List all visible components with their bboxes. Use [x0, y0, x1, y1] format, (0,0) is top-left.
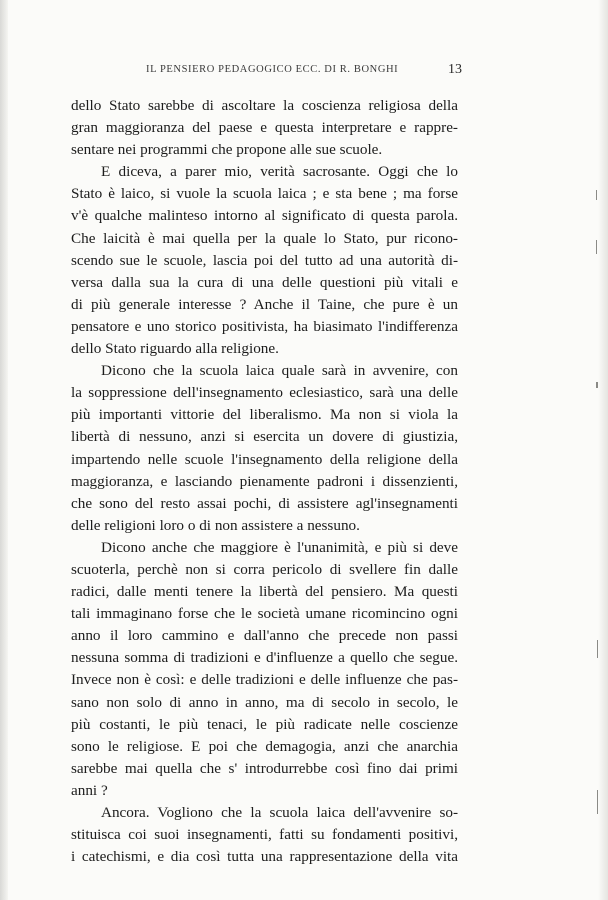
text-line: sono le religiose. E poi che demagogia, anzi che anarchia: [71, 737, 458, 755]
text-line: sano non solo di anno in anno, ma di secolo in secolo, le: [71, 693, 458, 711]
text-line: dello Stato sarebbe di ascoltare la coscienza religiosa della: [71, 97, 458, 114]
text-line: la soppressione dell'insegnamento eclesiastico, sarà una delle: [71, 384, 458, 402]
text-line: sentare nei programmi che propone alle sue scuole.: [71, 141, 383, 159]
text-line: Che laicità è mai quella per la quale lo Stato, pur ricono-: [71, 229, 458, 247]
scan-artifact: [597, 790, 598, 814]
running-title: IL PENSIERO PEDAGOGICO ECC. DI R. BONGHI: [146, 64, 399, 75]
text-line: libertà di nessuno, anzi si esercita un dovere di giustizia,: [71, 428, 458, 446]
body-text: [71, 95, 458, 868]
text-line: più costanti, le più tenaci, le più radicate nelle coscienze: [71, 715, 458, 733]
text-line: Stato è laico, si vuole la scuola laica ; e sta bene ; ma forse: [71, 185, 458, 203]
text-line: pensatore e uno storico positivista, ha biasimato l'indifferenza: [71, 317, 458, 335]
text-line: impartendo nelle scuole l'insegnamento della religione della: [71, 450, 458, 468]
text-line: nessuna somma di tradizioni e d'influenze a quello che segue.: [71, 649, 458, 667]
text-line: Dicono che la scuola laica quale sarà in avvenire, con: [101, 362, 458, 380]
text-line: v'è qualche malinteso intorno al significato di questa parola.: [71, 207, 458, 225]
text-line: tali immaginano forse che le società umane ricomincino ogni: [71, 605, 458, 623]
text-line: che sono del resto assai pochi, di assistere agl'insegnamenti: [71, 494, 458, 512]
text-line: Invece non è così: e delle tradizioni e delle influenze che pas-: [71, 671, 458, 689]
text-line: anni ?: [71, 781, 108, 799]
text-line: dello Stato riguardo alla religione.: [71, 340, 279, 358]
scan-artifact: [597, 640, 598, 658]
text-line: i catechismi, e dia così tutta una rappresentazione della vita: [71, 848, 458, 866]
text-line: sarebbe mai quella che s' introdurrebbe così fino dai primi: [71, 759, 458, 777]
page-edge-shadow: [598, 0, 608, 900]
text-line: maggioranza, e lasciando pienamente padroni i dissenzienti,: [71, 472, 458, 490]
text-line: delle religioni loro o di non assistere a nessuno.: [71, 516, 360, 534]
scan-artifact: [596, 240, 597, 254]
text-line: di più generale interesse ? Anche il Taine, che pure è un: [71, 295, 458, 313]
text-line: anno il loro cammino e dall'anno che precede non passi: [71, 627, 458, 645]
text-line: Dicono anche che maggiore è l'unanimità, e più si deve: [101, 538, 458, 556]
text-line: stituisca coi suoi insegnamenti, fatti su fondamenti positivi,: [71, 826, 458, 844]
text-line: scendo sue le scuole, lascia poi del tutto ad una autorità di-: [71, 251, 458, 269]
text-line: più importanti vittorie del liberalismo. Ma non si viola la: [71, 406, 458, 424]
scan-artifact: [596, 190, 597, 200]
text-line: gran maggioranza del paese e questa interpretare e rappre-: [71, 119, 458, 137]
scan-artifact: [596, 382, 598, 388]
running-head: [146, 64, 462, 78]
page-number: 13: [448, 62, 462, 77]
text-line: E diceva, a parer mio, verità sacrosante. Oggi che lo: [101, 163, 458, 181]
text-line: scuoterla, perchè non si corra pericolo di svellere fin dalle: [71, 560, 458, 578]
page-gutter-shadow: [0, 0, 8, 900]
text-line: Ancora. Vogliono che la scuola laica dell'avvenire so-: [101, 804, 458, 821]
text-line: versa dalla sua la cura di una delle questioni più vitali e: [71, 273, 458, 291]
text-line: radici, dalle menti tenere la libertà del pensiero. Ma questi: [71, 583, 458, 601]
